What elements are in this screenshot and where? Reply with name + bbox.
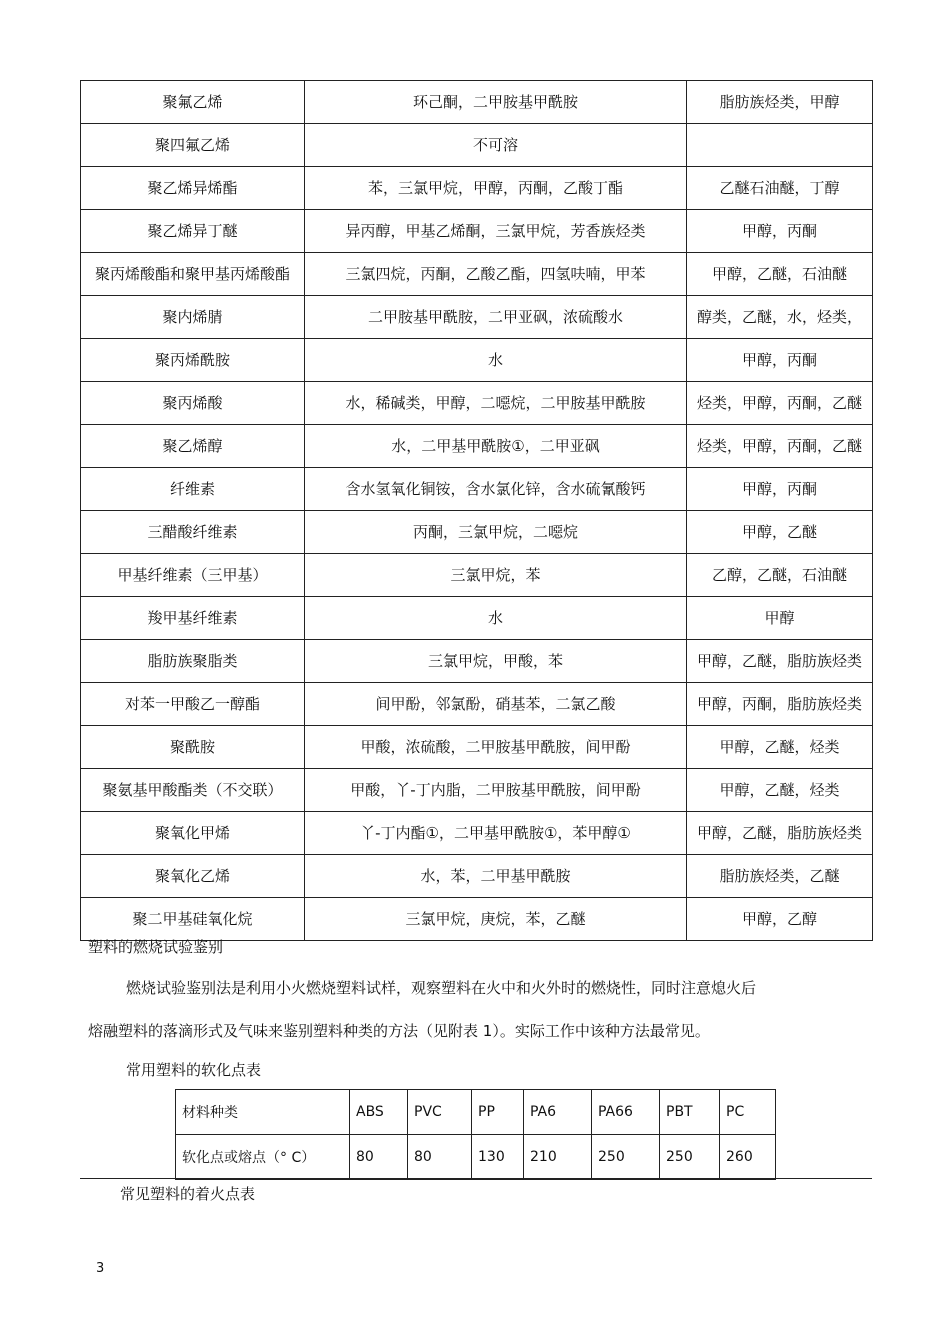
softening-value-cell: 260 <box>720 1135 776 1180</box>
table-row <box>81 339 873 382</box>
softening-table <box>175 1089 776 1180</box>
polymer-name-cell: 聚丙烯酸 <box>81 382 305 425</box>
solvent-cell: 三氯甲烷，庚烷，苯，乙醚 <box>305 898 687 941</box>
polymer-name-cell: 甲基纤维素（三甲基） <box>81 554 305 597</box>
polymer-name-cell: 聚内烯腈 <box>81 296 305 339</box>
polymer-name-cell: 聚二甲基硅氧化烷 <box>81 898 305 941</box>
table-row <box>81 468 873 511</box>
combustion-paragraph-line-2: 熔融塑料的落滴形式及气味来鉴别塑料种类的方法（见附表 1）。实际工作中该种方法最常见。 <box>88 1022 710 1040</box>
table-row <box>81 382 873 425</box>
material-cell: PBT <box>660 1090 720 1135</box>
softening-header-row <box>176 1090 776 1135</box>
table-row <box>81 769 873 812</box>
polymer-name-cell: 聚乙烯异烯酯 <box>81 167 305 210</box>
non-solvent-cell: 甲醇，丙酮 <box>687 339 873 382</box>
table-row <box>81 425 873 468</box>
polymer-name-cell: 聚丙烯酸酯和聚甲基丙烯酸酯 <box>81 253 305 296</box>
solvent-cell: 三氯四烷，丙酮，乙酸乙酯，四氢呋喃，甲苯 <box>305 253 687 296</box>
polymer-name-cell: 聚氟乙烯 <box>81 81 305 124</box>
solvent-table <box>80 80 873 941</box>
solvent-cell: 间甲酚，邻氯酚，硝基苯，二氯乙酸 <box>305 683 687 726</box>
softening-value-cell: 210 <box>524 1135 592 1180</box>
softening-value-cell: 250 <box>592 1135 660 1180</box>
combustion-paragraph-line-1: 燃烧试验鉴别法是利用小火燃烧塑料试样，观察塑料在火中和火外时的燃烧性，同时注意熄火后 <box>126 979 757 997</box>
non-solvent-cell: 脂肪族烃类，乙醚 <box>687 855 873 898</box>
table-row <box>81 296 873 339</box>
non-solvent-cell: 甲醇，乙醚，脂肪族烃类 <box>687 640 873 683</box>
solvent-cell: 水，稀碱类，甲醇，二噁烷，二甲胺基甲酰胺 <box>305 382 687 425</box>
softening-value-label: 软化点或熔点（° C） <box>176 1135 350 1180</box>
table-row <box>81 554 873 597</box>
table-row <box>81 253 873 296</box>
solvent-cell: 三氯甲烷，甲酸，苯 <box>305 640 687 683</box>
non-solvent-cell: 烃类，甲醇，丙酮，乙醚 <box>687 382 873 425</box>
softening-header-label: 材料种类 <box>176 1090 350 1135</box>
polymer-name-cell: 聚四氟乙烯 <box>81 124 305 167</box>
non-solvent-cell: 甲醇，乙醚，烃类 <box>687 769 873 812</box>
table-row <box>81 640 873 683</box>
non-solvent-cell: 甲醇 <box>687 597 873 640</box>
solvent-cell: 甲酸，浓硫酸，二甲胺基甲酰胺，间甲酚 <box>305 726 687 769</box>
softening-value-cell: 130 <box>472 1135 524 1180</box>
polymer-name-cell: 聚丙烯酰胺 <box>81 339 305 382</box>
solvent-cell: 水，苯，二甲基甲酰胺 <box>305 855 687 898</box>
material-cell: ABS <box>350 1090 408 1135</box>
non-solvent-cell: 甲醇，乙醚 <box>687 511 873 554</box>
solvent-cell: 异丙醇，甲基乙烯酮，三氯甲烷，芳香族烃类 <box>305 210 687 253</box>
non-solvent-cell: 烃类，甲醇，丙酮，乙醚 <box>687 425 873 468</box>
table-row <box>81 597 873 640</box>
table-row <box>81 812 873 855</box>
solvent-cell: 甲酸，丫-丁内脂，二甲胺基甲酰胺，间甲酚 <box>305 769 687 812</box>
non-solvent-cell: 甲醇，乙醇 <box>687 898 873 941</box>
solvent-cell: 水 <box>305 339 687 382</box>
non-solvent-cell <box>687 124 873 167</box>
solvent-cell: 含水氢氧化铜铵，含水氯化锌，含水硫氰酸钙 <box>305 468 687 511</box>
non-solvent-cell: 甲醇，乙醚，烃类 <box>687 726 873 769</box>
softening-value-row <box>176 1135 776 1180</box>
table-row <box>81 167 873 210</box>
non-solvent-cell: 甲醇，丙酮，脂肪族烃类 <box>687 683 873 726</box>
polymer-name-cell: 聚乙烯异丁醚 <box>81 210 305 253</box>
polymer-name-cell: 聚氨基甲酸酯类（不交联） <box>81 769 305 812</box>
polymer-name-cell: 对苯一甲酸乙一醇酯 <box>81 683 305 726</box>
table-row <box>81 124 873 167</box>
combustion-heading: 塑料的燃烧试验鉴别 <box>88 938 224 956</box>
table-row <box>81 726 873 769</box>
softening-value-cell: 80 <box>350 1135 408 1180</box>
table-row <box>81 81 873 124</box>
table-row <box>81 683 873 726</box>
polymer-name-cell: 聚氧化甲烯 <box>81 812 305 855</box>
table-row <box>81 511 873 554</box>
solvent-cell: 水，二甲基甲酰胺①，二甲亚砜 <box>305 425 687 468</box>
non-solvent-cell: 乙醚石油醚，丁醇 <box>687 167 873 210</box>
solvent-cell: 苯，三氯甲烷，甲醇，丙酮，乙酸丁酯 <box>305 167 687 210</box>
solvent-cell: 环己酮，二甲胺基甲酰胺 <box>305 81 687 124</box>
solvent-cell: 二甲胺基甲酰胺，二甲亚砜，浓硫酸水 <box>305 296 687 339</box>
polymer-name-cell: 脂肪族聚脂类 <box>81 640 305 683</box>
non-solvent-cell: 甲醇，乙醚，脂肪族烃类 <box>687 812 873 855</box>
page-number: 3 <box>96 1261 105 1276</box>
non-solvent-cell: 醇类，乙醚，水，烃类， <box>687 296 873 339</box>
solvent-cell: 不可溶 <box>305 124 687 167</box>
softening-value-cell: 250 <box>660 1135 720 1180</box>
table-row <box>81 210 873 253</box>
polymer-name-cell: 聚酰胺 <box>81 726 305 769</box>
non-solvent-cell: 脂肪族烃类，甲醇 <box>687 81 873 124</box>
solvent-cell: 丫-丁内酯①，二甲基甲酰胺①，苯甲醇① <box>305 812 687 855</box>
table-row <box>81 855 873 898</box>
material-cell: PC <box>720 1090 776 1135</box>
table-row <box>81 898 873 941</box>
ignition-heading: 常见塑料的着火点表 <box>120 1185 256 1203</box>
polymer-name-cell: 三醋酸纤维素 <box>81 511 305 554</box>
non-solvent-cell: 甲醇，乙醚，石油醚 <box>687 253 873 296</box>
polymer-name-cell: 羧甲基纤维素 <box>81 597 305 640</box>
horizontal-rule <box>80 1178 872 1179</box>
solvent-cell: 水 <box>305 597 687 640</box>
polymer-name-cell: 纤维素 <box>81 468 305 511</box>
solvent-cell: 三氯甲烷，苯 <box>305 554 687 597</box>
non-solvent-cell: 甲醇，丙酮 <box>687 468 873 511</box>
softening-value-cell: 80 <box>408 1135 472 1180</box>
polymer-name-cell: 聚乙烯醇 <box>81 425 305 468</box>
material-cell: PA6 <box>524 1090 592 1135</box>
material-cell: PP <box>472 1090 524 1135</box>
material-cell: PVC <box>408 1090 472 1135</box>
solvent-table-body <box>81 81 873 941</box>
material-cell: PA66 <box>592 1090 660 1135</box>
polymer-name-cell: 聚氧化乙烯 <box>81 855 305 898</box>
non-solvent-cell: 乙醇，乙醚，石油醚 <box>687 554 873 597</box>
non-solvent-cell: 甲醇，丙酮 <box>687 210 873 253</box>
softening-heading: 常用塑料的软化点表 <box>126 1061 262 1079</box>
solvent-cell: 丙酮，三氯甲烷，二噁烷 <box>305 511 687 554</box>
